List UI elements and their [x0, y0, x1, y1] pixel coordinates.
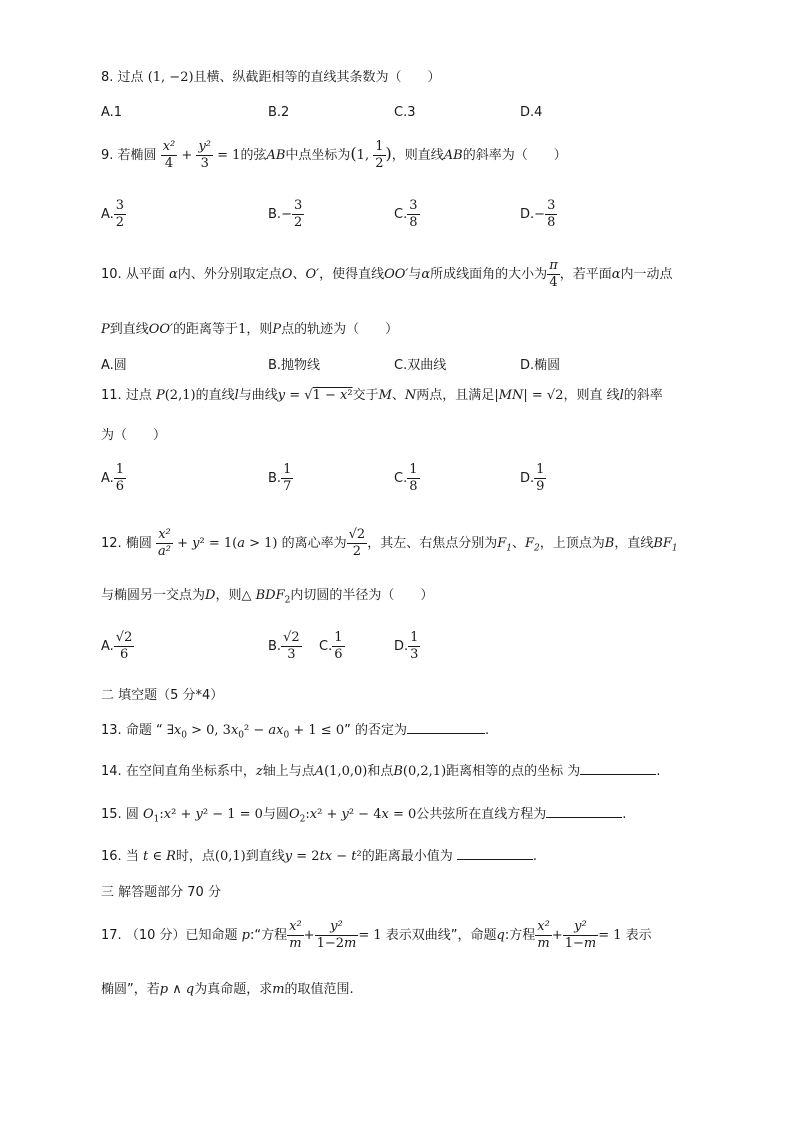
math-fraction: $\frac{\text{x²}}{\text{a²}}$	[157, 527, 171, 559]
question-text: ，上顶点为	[539, 536, 605, 551]
question-text: ，则	[246, 322, 273, 337]
question-8	[101, 68, 441, 88]
option-b: B.2	[268, 105, 290, 120]
option-b: B.抛物线	[268, 358, 321, 373]
question-text: 表示	[625, 928, 652, 943]
option-a: A.1	[101, 105, 123, 120]
math-point: (1, −2)	[147, 70, 194, 85]
question-17: 17. （10 分）已知命题 p:“方程 $\frac{\text{x²}}{m}$ + $\frac{\text{y²}}{1-2m}$ = 1 表示双曲线”，命题q:方程 $\frac{\text{x²}}{m}$ + $\frac{\text{y²}}{1-m}$ = 1 表示	[101, 919, 652, 951]
question-text: 、	[391, 388, 405, 403]
question-text: 为（ ）	[101, 428, 167, 443]
math-fraction: $\frac{\text{y²}}{3}$	[198, 139, 211, 171]
answer-blank[interactable]	[407, 719, 485, 734]
question-text: ，直线	[614, 536, 654, 551]
question-number: 16.	[101, 849, 122, 864]
question-text: ，其左、右焦点分别为	[367, 536, 498, 551]
math-fraction: $\frac{\text{y²}}{1-2m}$	[316, 919, 357, 951]
option-c: C. $\frac{1}{8}$	[394, 462, 418, 494]
option-d: D.− $\frac{3}{8}$	[520, 198, 556, 230]
math-fraction: $\frac{\text{x²}}{m}$	[289, 919, 302, 951]
option-d: D.4	[520, 105, 543, 120]
question-12: 12. 椭圆 $\frac{\text{x²}}{\text{a²}}$ + y² = 1(a > 1) 的离心率为 $\frac{√2}{2}$ ，其左、右焦点分别为$F_1$、$F_2$，上顶点为B，直线$BF_1$	[101, 527, 678, 559]
question-text: 与椭圆另一交点为	[101, 588, 206, 603]
question-text: .	[656, 764, 661, 779]
option-b: B.− $\frac{3}{2}$	[268, 198, 303, 230]
question-text: 所成线面角的大小为	[430, 267, 548, 282]
question-text: 内、外分别取定点	[177, 267, 282, 282]
question-text: 、	[292, 267, 306, 282]
question-text: 为真命题，求	[194, 982, 273, 997]
question-text: 在空间直角坐标系中，	[125, 764, 256, 779]
question-text: 若椭圆	[117, 148, 157, 163]
question-text: 的斜率为（ ）	[462, 148, 567, 163]
question-text: 从平面	[125, 267, 165, 282]
question-text: 过点	[117, 70, 144, 85]
question-text: 轴上与点	[262, 764, 315, 779]
question-10: 10. 从平面 α内、外分别取定点O、O′，使得直线OO′与α所成线面角的大小为 $\frac{\pi}{4}$ ，若平面α内一动点	[101, 258, 673, 290]
math-fraction: $\frac{\text{x²}}{4}$	[162, 139, 176, 171]
question-text: 表示双曲线”，命题	[385, 928, 497, 943]
question-number: 11.	[101, 388, 122, 403]
question-17-cont: 椭圆”，若p ∧ q为真命题，求m的取值范围.	[101, 982, 354, 997]
question-text: ，使得直线	[319, 267, 385, 282]
question-text: ” 的否定为	[344, 723, 407, 738]
question-text: 内一动点	[620, 267, 673, 282]
question-text: .	[622, 807, 627, 822]
question-text: :“方程	[249, 928, 288, 943]
question-text: 、	[511, 536, 525, 551]
question-text: 与圆	[262, 807, 289, 822]
question-text: 且横、纵截距相等的直线其条数为（ ）	[193, 70, 441, 85]
question-text: 与曲线	[238, 388, 278, 403]
option-a: A.圆	[101, 358, 127, 373]
option-a: A. $\frac{3}{2}$	[101, 198, 125, 230]
question-text: 时，点	[175, 849, 215, 864]
answer-blank[interactable]	[580, 760, 656, 775]
math-fraction: $\frac{\text{y²}}{1-m}$	[564, 919, 597, 951]
question-text: 到直线	[245, 849, 285, 864]
question-11: 11. 过点 P(2,1)的直线l与曲线y = √1 − x²交于M、N两点，且满足|MN| = √2，则直 线l的斜率	[101, 388, 663, 403]
section-heading-solutions: 三 解答题部分 70 分	[101, 885, 221, 900]
answer-blank[interactable]	[457, 845, 533, 860]
option-b: B. $\frac{1}{7}$	[268, 462, 292, 494]
question-number: 8.	[101, 70, 114, 85]
question-15: 15. 圆 $O_1:x^2 + y^2 - 1 = 0$与圆$O_2:x^2 + y^2 - 4x = 0$公共弦所在直线方程为 .	[101, 803, 626, 830]
question-text: :方程	[504, 928, 536, 943]
math-fraction: $\frac{√2}{2}$	[348, 527, 366, 559]
option-d: D. $\frac{1}{3}$	[394, 630, 419, 662]
question-number: 9.	[101, 148, 114, 163]
option-c: C.3	[394, 105, 416, 120]
question-text: 点的轨迹为（ ）	[281, 322, 399, 337]
question-text: .	[484, 723, 490, 738]
option-d: D. $\frac{1}{9}$	[520, 462, 545, 494]
question-text: .	[532, 849, 538, 864]
question-number: 10.	[101, 267, 122, 282]
question-text: 圆	[125, 807, 139, 822]
question-text: 的直线	[195, 388, 235, 403]
math-fraction: $\frac{1}{2}$	[375, 139, 384, 171]
option-d: D.椭圆	[520, 358, 561, 373]
question-text: 两点，且满足	[416, 388, 495, 403]
question-text: ，则直 线	[563, 388, 620, 403]
question-13: 13. 命题 “ $\exists x_0 > 0$, $3x_0^2 - ax_0 + 1 \le 0$” 的否定为 .	[101, 719, 489, 746]
option-a: A. $\frac{1}{6}$	[101, 462, 125, 494]
math-fraction: $\frac{\text{x²}}{m}$	[537, 919, 550, 951]
question-text: 与	[408, 267, 422, 282]
question-number: 17.	[101, 928, 122, 943]
question-number: 14.	[101, 764, 122, 779]
question-text: ，则	[215, 588, 242, 603]
question-text: 命题 “	[125, 723, 163, 738]
question-number: 12.	[101, 536, 122, 551]
question-text: 椭圆”，若	[101, 982, 160, 997]
question-text: 的距离最小值为	[361, 849, 453, 864]
option-c: C. $\frac{3}{8}$	[394, 198, 418, 230]
question-16: 16. 当 t ∈ R时，点(0,1)到直线y = 2tx − t²的距离最小值为 .	[101, 845, 537, 867]
option-c: C. $\frac{1}{6}$	[319, 630, 343, 662]
question-text: ，则直线	[391, 148, 444, 163]
question-text: 和点	[367, 764, 394, 779]
question-14: 14. 在空间直角坐标系中，z轴上与点A(1,0,0)和点B(0,2,1)距离相等的点的坐标 为 .	[101, 760, 660, 782]
option-b: B. $\frac{√2}{3}$	[268, 630, 300, 662]
question-text: 当	[125, 849, 139, 864]
option-c: C.双曲线	[394, 358, 447, 373]
question-text: 的取值范围.	[284, 982, 354, 997]
question-text: 公共弦所在直线方程为	[416, 807, 547, 822]
question-text: ，若平面	[559, 267, 612, 282]
question-number: 13.	[101, 723, 122, 738]
question-text: 内切圆的半径为（ ）	[290, 588, 434, 603]
option-a: A. $\frac{√2}{6}$	[101, 630, 133, 662]
question-text: 到直线	[109, 322, 149, 337]
question-text: 过点	[125, 388, 152, 403]
question-10-cont: P到直线OO′的距离等于1，则P点的轨迹为（ ）	[101, 322, 399, 337]
section-heading-fill-in: 二 填空题（5 分*4）	[101, 688, 224, 703]
answer-blank[interactable]	[546, 803, 622, 818]
question-12-cont: 与椭圆另一交点为D，则△ $BDF_2$内切圆的半径为（ ）	[101, 588, 434, 606]
question-text: 中点坐标为	[285, 148, 351, 163]
question-text: 的弦	[240, 148, 267, 163]
question-text: （10 分）已知命题	[125, 928, 238, 943]
question-number: 15.	[101, 807, 122, 822]
question-text: 的离心率为	[281, 536, 347, 551]
question-text: 距离相等的点的坐标 为	[446, 764, 581, 779]
question-text: 椭圆	[125, 536, 152, 551]
question-text: 的斜率	[623, 388, 663, 403]
question-text: 的距离等于	[173, 322, 239, 337]
question-9: 9. 若椭圆 $\frac{\text{x²}}{4}$ + $\frac{\text{y²}}{3}$ = 1的弦AB中点坐标为(1, $\frac{1}{2}$ )，则直线AB的斜率为（ ）	[101, 139, 567, 171]
question-text: 交于	[352, 388, 379, 403]
question-11-cont	[101, 426, 166, 446]
math-fraction: $\frac{\pi}{4}$	[549, 258, 558, 290]
